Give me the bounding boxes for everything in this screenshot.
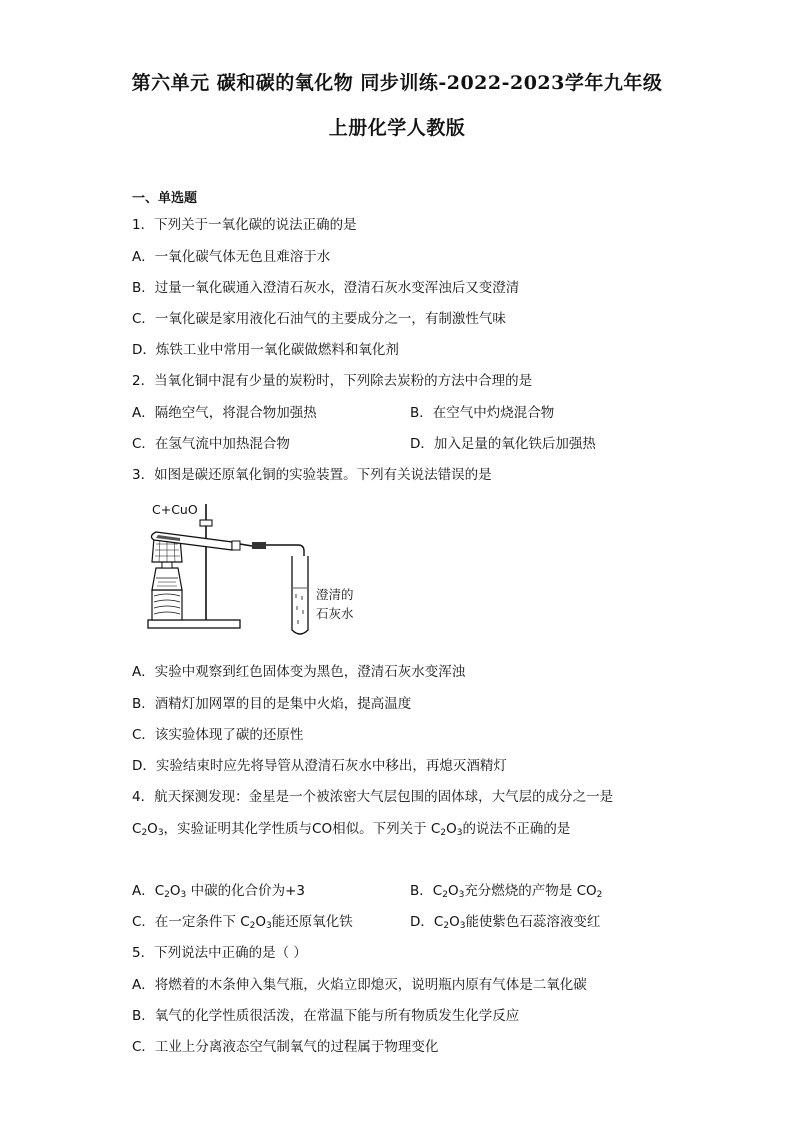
question-2-option-a: A．隔绝空气，将混合物加强热	[132, 405, 317, 421]
clamp	[200, 520, 212, 526]
question-4-stem-line-2: $C_2O_3$，实验证明其化学性质与CO相似。下列关于 $C_2O_3$的说法不正确的是	[132, 821, 571, 838]
question-1-option-d: D．炼铁工业中常用一氧化碳做燃料和氧化剂	[132, 342, 399, 358]
alcohol-lamp	[152, 562, 182, 590]
stand-base	[148, 620, 240, 628]
page-title-line-2: 上册化学人教版	[328, 117, 466, 139]
question-2-option-b: B．在空气中灼烧混合物	[410, 405, 555, 421]
question-4-option-c: C．在一定条件下 $C_2O_3$能还原氧化铁	[132, 914, 353, 931]
question-3-stem: 3．如图是碳还原氧化铜的实验装置。下列有关说法错误的是	[132, 467, 492, 483]
question-5-option-c: C．工业上分离液态空气制氧气的过程属于物理变化	[132, 1039, 439, 1055]
question-4-stem-line-1: 4．航天探测发现：金星是一个被浓密大气层包围的固体球，大气层的成分之一是	[132, 789, 614, 805]
question-2-option-d: D．加入足量的氧化铁后加强热	[410, 436, 596, 452]
question-4-option-d: D．$C_2O_3$能使紫色石蕊溶液变红	[410, 914, 601, 931]
limewater-label-line-2: 石灰水	[316, 606, 354, 621]
question-3-option-a: A．实验中观察到红色固体变为黑色，澄清石灰水变浑浊	[132, 664, 466, 680]
wooden-block	[152, 590, 182, 620]
rubber-tube	[252, 542, 266, 549]
question-2-option-c: C．在氢气流中加热混合物	[132, 436, 290, 452]
question-3-option-d: D．实验结束时应先将导管从澄清石灰水中移出，再熄灭酒精灯	[132, 758, 507, 774]
apparatus-diagram	[140, 498, 380, 638]
limewater-label-line-1: 澄清的	[316, 587, 354, 602]
question-4-option-a: A．$C_2O_3$ 中碳的化合价为+3	[132, 883, 305, 900]
rubber-tube-connector	[240, 544, 252, 546]
question-3-option-b: B．酒精灯加网罩的目的是集中火焰，提高温度	[132, 696, 412, 712]
question-1-option-c: C．一氧化碳是家用液化石油气的主要成分之一，有制激性气味	[132, 311, 506, 327]
question-4-option-b: B．$C_2O_3$充分燃烧的产物是 $CO_2$	[410, 883, 603, 900]
question-3-option-c: C．该实验体现了碳的还原性	[132, 727, 304, 743]
question-1-stem: 1．下列关于一氧化碳的说法正确的是	[132, 217, 357, 233]
stopper	[232, 541, 240, 550]
question-2-stem: 2．当氧化铜中混有少量的炭粉时，下列除去炭粉的方法中合理的是	[132, 373, 533, 389]
question-5-option-a: A．将燃着的木条伸入集气瓶，火焰立即熄灭，说明瓶内原有气体是二氧化碳	[132, 977, 587, 993]
limewater-test-tube	[292, 556, 308, 634]
section-heading: 一、单选题	[132, 191, 198, 206]
question-1-option-b: B．过量一氧化碳通入澄清石灰水，澄清石灰水变浑浊后又变澄清	[132, 280, 520, 296]
question-5-option-b: B．氧气的化学性质很活泼，在常温下能与所有物质发生化学反应	[132, 1008, 520, 1024]
page-title-line-1: 第六单元 碳和碳的氧化物 同步训练-2022-2023学年九年级	[131, 72, 663, 94]
question-1-option-a: A．一氧化碳气体无色且难溶于水	[132, 249, 331, 265]
question-5-stem: 5．下列说法中正确的是（ ）	[132, 945, 307, 961]
reagent-label: C+CuO	[152, 502, 198, 517]
